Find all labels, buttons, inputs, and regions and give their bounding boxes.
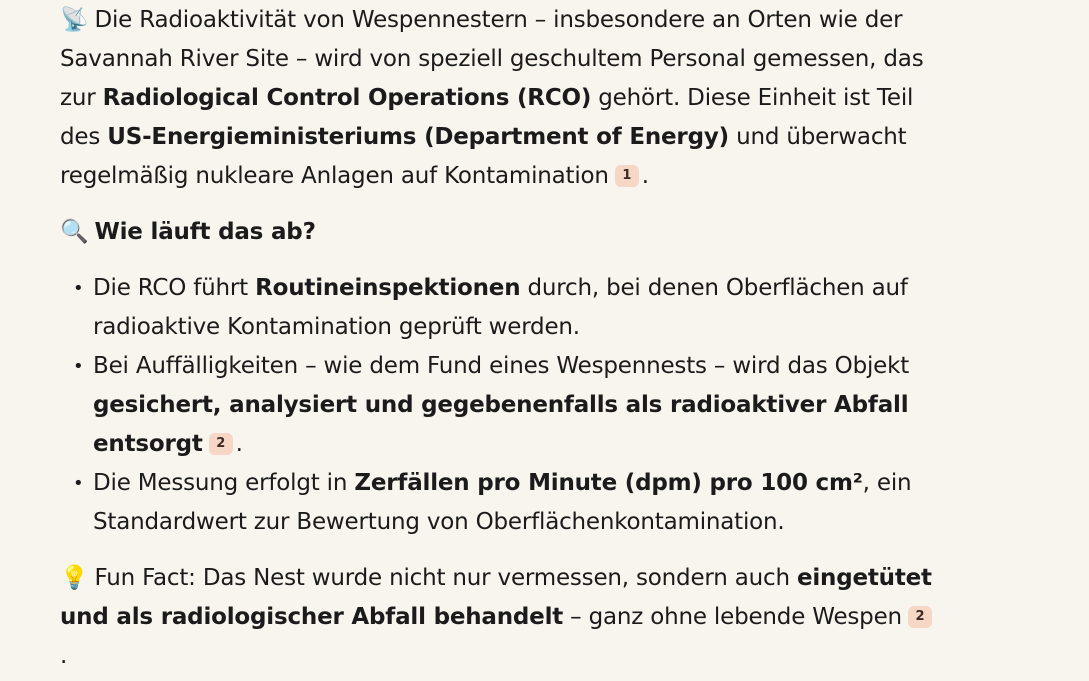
citation-badge-2[interactable]: 2 (209, 433, 233, 455)
intro-paragraph (60, 1, 940, 196)
intro-text-2: gehört. Diese Einheit ist Teil des (60, 85, 914, 150)
section-heading-text: Wie läuft das ab? (94, 219, 316, 245)
bullet-text: Bei Auffälligkeiten – wie dem Fund eines Wespennests – wird das Objekt (93, 353, 910, 379)
bullet-bold: gesichert, analysiert und gegebenenfalls als radioaktiver Abfall entsorgt (93, 392, 909, 457)
section-heading (60, 213, 940, 252)
fun-fact-period: . (60, 643, 68, 669)
magnifier-icon: 🔍 (60, 219, 89, 245)
fun-fact-text-1: Fun Fact: Das Nest wurde nicht nur vermessen, sondern auch (94, 565, 797, 591)
fun-fact-text-2: – ganz ohne lebende Wespen (563, 604, 902, 630)
intro-text-3: und überwacht regelmäßig nukleare Anlagen auf Kontamination (60, 124, 907, 189)
bullet-bold: Zerfällen pro Minute (dpm) pro 100 cm² (354, 470, 863, 496)
bullet-text: , ein Standardwert zur Bewertung von Oberflächenkontamination. (93, 470, 912, 535)
bullet-text: Die RCO führt (93, 275, 256, 301)
bullet-text: Die Messung erfolgt in (93, 470, 355, 496)
answer-content (60, 1, 940, 676)
bullet-period: . (235, 431, 243, 457)
fun-fact-paragraph (60, 559, 940, 676)
bullet-text: durch, bei denen Oberflächen auf radioaktive Kontamination geprüft werden. (93, 275, 908, 340)
intro-period: . (641, 163, 649, 189)
list-item (93, 269, 940, 347)
citation-badge-1[interactable]: 1 (615, 165, 639, 187)
intro-text-1: Die Radioaktivität von Wespennestern – insbesondere an Orten wie der Savannah River Site – wird von speziell geschultem Personal gemessen, das zur (60, 7, 924, 111)
citation-badge-2b[interactable]: 2 (908, 606, 932, 628)
list-item (93, 464, 940, 542)
bullet-bold: Routineinspektionen (255, 275, 521, 301)
bullet-list (60, 269, 940, 542)
light-bulb-icon: 💡 (60, 565, 89, 591)
intro-bold-rco: Radiological Control Operations (RCO) (102, 85, 592, 111)
fun-fact-bold: eingetütet und als radiologischer Abfall behandelt (60, 565, 932, 630)
list-item (93, 347, 940, 464)
satellite-antenna-icon: 📡 (60, 7, 89, 33)
intro-bold-doe: US-Energieministeriums (Department of Energy) (107, 124, 729, 150)
